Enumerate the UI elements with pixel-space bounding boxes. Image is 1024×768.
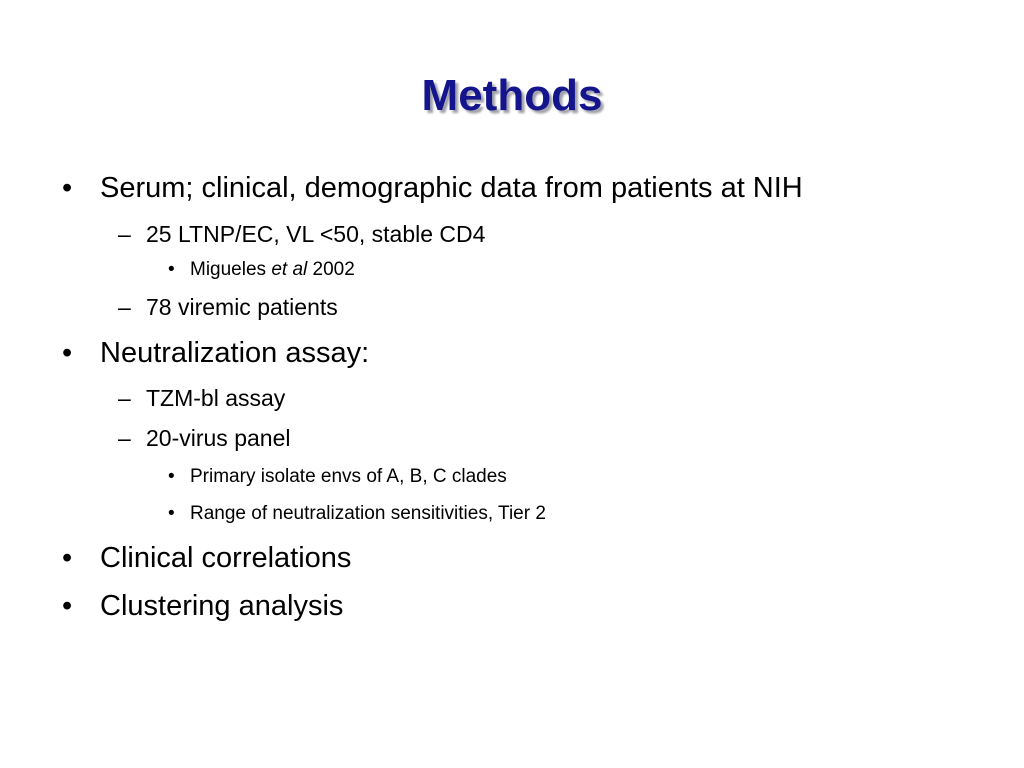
sub-sub-bullet-text: Primary isolate envs of A, B, C clades (190, 466, 507, 487)
slide-title: Methods (421, 71, 603, 120)
sub-bullet-text: 20-virus panel (146, 425, 291, 451)
citation-author: Migueles (190, 259, 272, 280)
bullet-marker: • (62, 172, 73, 204)
bullet-text: Clinical correlations (100, 542, 352, 574)
bullet-marker: • (62, 542, 73, 574)
dash-marker: – (118, 221, 131, 247)
sub-bullet-text: TZM-bl assay (146, 385, 286, 411)
bullet-marker: • (62, 337, 73, 369)
dash-marker: – (118, 425, 131, 451)
bullet-marker: • (168, 259, 175, 280)
bullet-text: Clustering analysis (100, 590, 344, 622)
sub-bullet-text: 78 viremic patients (146, 294, 338, 320)
sub-sub-bullet-text (190, 258, 355, 282)
citation-year: 2002 (307, 259, 355, 280)
bullet-text: Serum; clinical, demographic data from patients at NIH (100, 172, 803, 204)
bullet-marker: • (168, 503, 175, 524)
bullet-text: Neutralization assay: (100, 337, 370, 369)
bullet-marker: • (62, 590, 73, 622)
sub-sub-bullet-text: Range of neutralization sensitivities, Tier 2 (190, 503, 546, 524)
bullet-marker: • (168, 466, 175, 487)
dash-marker: – (118, 385, 131, 411)
citation-italic: et al (271, 259, 308, 280)
dash-marker: – (118, 294, 131, 320)
sub-bullet-text: 25 LTNP/EC, VL <50, stable CD4 (146, 221, 486, 247)
